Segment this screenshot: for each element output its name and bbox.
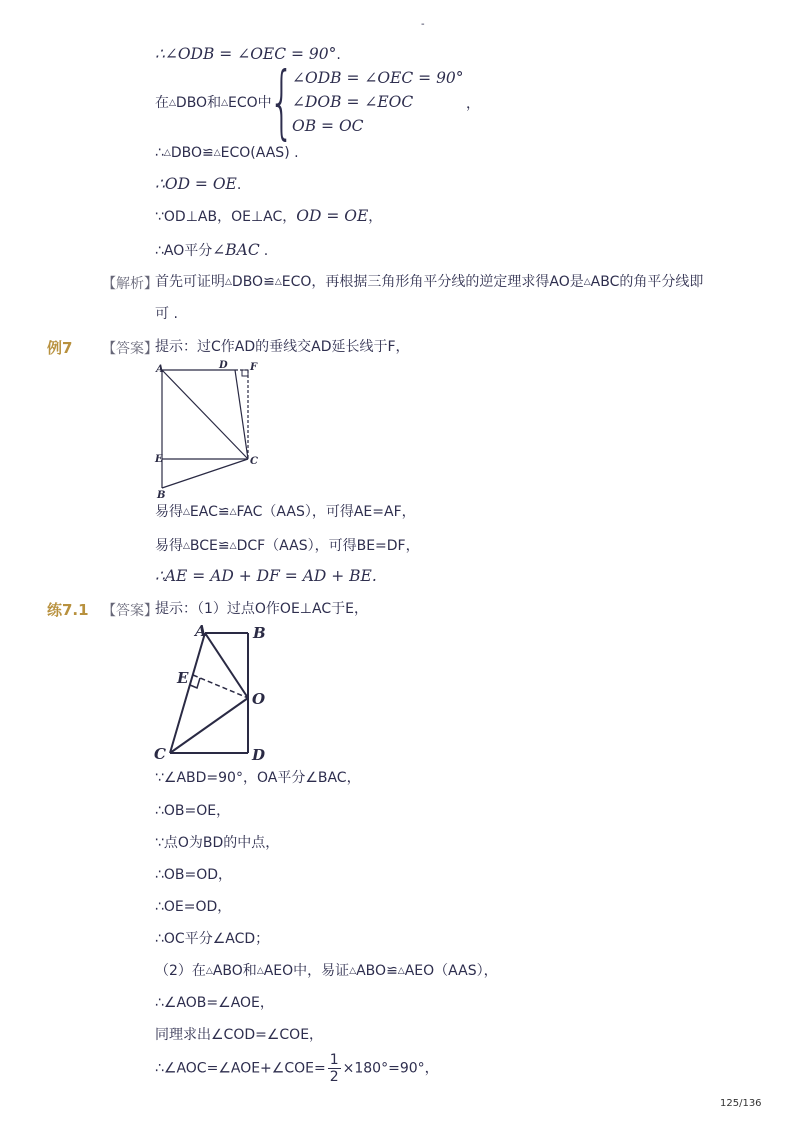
brace-intro: 在△DBO和△ECO中 — [155, 95, 272, 111]
fig2-label-a: A — [195, 622, 207, 640]
fig2-label-b: B — [253, 624, 266, 642]
fig1-label-b: B — [157, 490, 166, 500]
example-7-line-1: 易得△EAC≌△FAC（AAS），可得AE=AF， — [155, 504, 416, 520]
answer-label-7-1: 【答案】 — [102, 603, 158, 619]
brace-comma: ， — [466, 96, 480, 112]
fig1-label-c: C — [250, 456, 258, 467]
fig1-label-d: D — [219, 360, 228, 371]
fraction-half: $\frac{1}{2}$ — [329, 1052, 339, 1085]
practice-line-3: ∵点O为BD的中点， — [155, 835, 280, 851]
congruent-line: ∴△DBO≌△ECO(AAS) . — [155, 145, 299, 161]
fig1-label-e: E — [155, 454, 163, 465]
fig1-label-f: F — [250, 362, 258, 373]
practice-7-1-hint: 提示：（1）过点O作OE⊥AC于E， — [155, 601, 368, 617]
practice-line-9: 同理求出∠COD=∠COE， — [155, 1027, 324, 1043]
ao-bisects-line: ∴AO平分∠BAC . — [155, 241, 269, 259]
practice-line-5: ∴OE=OD， — [155, 899, 232, 915]
header-mark: - — [421, 19, 425, 30]
answer-label-7: 【答案】 — [102, 341, 158, 357]
example-7-line-2: 易得△BCE≌△DCF（AAS），可得BE=DF， — [155, 538, 420, 554]
practice-line-4: ∴OB=OD， — [155, 867, 233, 883]
example-7-line-3: ∴AE = AD + DF = AD + BE. — [155, 567, 377, 585]
brace-line-1: ∠ODB = ∠OEC = 90° — [292, 69, 464, 87]
practice-line-8: ∴∠AOB=∠AOE， — [155, 995, 274, 1011]
od-equals-oe: ∴OD = OE. — [155, 175, 242, 193]
proof-line-odb: ∴∠ODB = ∠OEC = 90°. — [155, 45, 341, 63]
practice-line-1: ∵∠ABD=90°，OA平分∠BAC， — [155, 770, 361, 786]
practice-line-7: （2）在△ABO和△AEO中，易证△ABO≌△AEO（AAS）， — [155, 963, 498, 979]
practice-line-10: ∴∠AOC=∠AOE+∠COE= $\frac{1}{2}$ ×180°=90°， — [155, 1052, 439, 1085]
example-7-label: 例7 — [47, 339, 73, 357]
figure-practice-7-1 — [150, 620, 275, 768]
fig1-label-a: A — [156, 364, 164, 375]
fig2-label-d: D — [252, 746, 266, 764]
figure-example-7 — [150, 358, 270, 500]
left-brace: { — [269, 55, 295, 148]
fig2-label-c: C — [154, 745, 166, 763]
jiexi-text: 首先可证明△DBO≌△ECO，再根据三角形角平分线的逆定理求得AO是△ABC的角平分线即 — [155, 274, 704, 290]
brace-line-3: OB = OC — [292, 117, 364, 135]
brace-line-2: ∠DOB = ∠EOC — [292, 93, 414, 111]
example-7-hint: 提示：过C作AD的垂线交AD延长线于F， — [155, 339, 410, 355]
practice-line-2: ∴OB=OE， — [155, 803, 231, 819]
fig2-label-e: E — [177, 669, 189, 687]
jiexi-label: 【解析】 — [102, 276, 158, 292]
practice-7-1-label: 练7.1 — [47, 601, 89, 619]
jiexi-text-cont: 可 . — [155, 306, 178, 322]
practice-line-6: ∴OC平分∠ACD； — [155, 931, 270, 947]
perp-line: ∵OD⊥AB，OE⊥AC，OD = OE， — [155, 207, 383, 225]
fig2-label-o: O — [252, 690, 266, 708]
page-number: 125/136 — [720, 1098, 762, 1109]
